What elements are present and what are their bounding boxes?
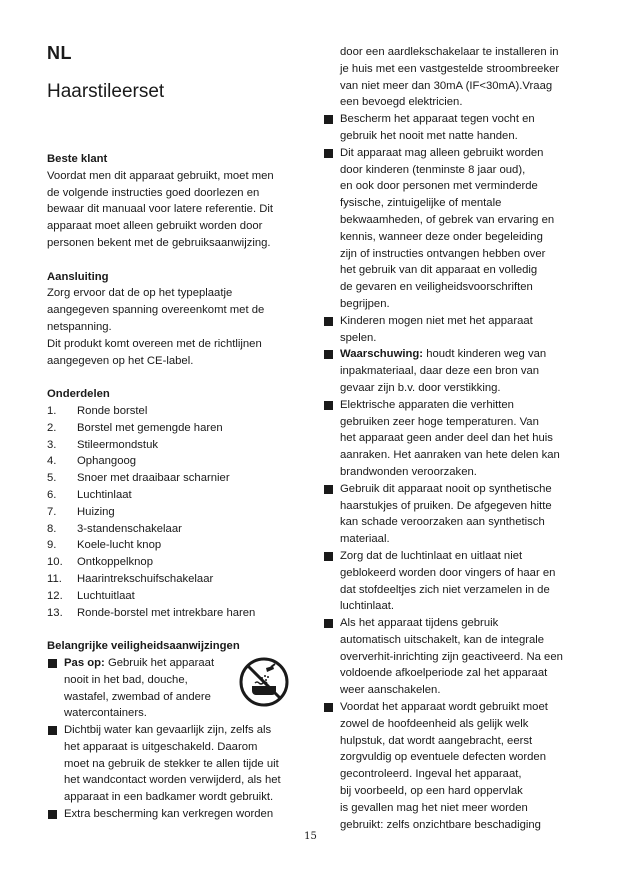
safety-bullet-item <box>323 111 578 145</box>
text-line: netspanning. <box>47 320 112 333</box>
text-line: inpakmateriaal, daar deze een bron van <box>340 365 540 378</box>
text-line: je huis met een vastgestelde stroombreeker <box>340 62 560 75</box>
text-line: geblokeerd worden door vingers of haar en <box>340 566 556 579</box>
parts-list-item <box>47 504 299 521</box>
text-line: door kinderen (tenminste 8 jaar oud), <box>340 163 526 176</box>
bullet-square-icon <box>324 350 333 359</box>
safety-bullet-item <box>323 346 578 396</box>
text-line: Waarschuwing: houdt kinderen weg van <box>340 348 547 361</box>
parts-item-number: 13. <box>47 606 63 619</box>
parts-list-item <box>47 437 299 454</box>
parts-item-label: Stileermondstuk <box>77 438 158 451</box>
text-line: wastafel, zwembad of andere <box>64 690 211 703</box>
text-line: haarstukjes of pruiken. De afgegeven hitte <box>340 499 552 512</box>
text-line: gebruikt: zelfs onzichtbare beschadiging <box>340 818 541 831</box>
intro-text <box>47 168 299 252</box>
section-heading-safety: Belangrijke veiligheidsaanwijzingen <box>47 640 240 653</box>
safety-list-right <box>323 111 578 833</box>
bullet-square-icon <box>324 115 333 124</box>
parts-list <box>47 403 299 621</box>
text-line: Voordat het apparaat wordt gebruikt moet <box>340 701 548 714</box>
text-line: begrijpen. <box>340 297 390 310</box>
text-line: Bescherm het apparaat tegen vocht en <box>340 113 535 126</box>
text-line: Zorg ervoor dat de op het typeplaatje <box>47 287 233 300</box>
text-line: fysische, zintuigelijke of mentale <box>340 197 502 210</box>
parts-list-item <box>47 521 299 538</box>
text-line: de volgende instructies goed doorlezen en <box>47 186 260 199</box>
parts-item-label: Ronde borstel <box>77 404 148 417</box>
text-line: automatisch uitschakelt, kan de integrale <box>340 633 545 646</box>
parts-list-item <box>47 453 299 470</box>
parts-item-label: Ophangoog <box>77 455 137 468</box>
parts-list-item <box>47 588 299 605</box>
text-line: Dit produkt komt overeen met de richtlijnen <box>47 337 262 350</box>
parts-item-number: 1. <box>47 404 57 417</box>
safety-bullet-item <box>47 722 299 806</box>
text-line: luchtinlaat. <box>340 600 395 613</box>
text-line: Zorg dat de luchtinlaat en uitlaat niet <box>340 549 523 562</box>
safety-bullet-item <box>323 145 578 313</box>
text-line: het apparaat geen ander deel dan het huis <box>340 432 553 445</box>
parts-item-label: Ontkoppelknop <box>77 556 153 569</box>
parts-item-label: Haarintrekschuifschakelaar <box>77 572 214 585</box>
parts-list-item <box>47 487 299 504</box>
text-line: moet na gebruik de stekker te allen tijde uit <box>64 757 279 770</box>
section-heading-intro: Beste klant <box>47 153 108 165</box>
parts-item-number: 7. <box>47 505 57 518</box>
safety-bullet-item <box>323 397 578 481</box>
parts-item-number: 9. <box>47 539 57 552</box>
text-line: nooit in het bad, douche, <box>64 673 188 686</box>
parts-item-number: 4. <box>47 455 57 468</box>
parts-list-item <box>47 420 299 437</box>
right-column <box>323 44 578 833</box>
text-line: brandwonden veroorzaken. <box>340 465 477 478</box>
parts-list-item <box>47 554 299 571</box>
text-line: gebruik het nooit met natte handen. <box>340 129 518 142</box>
parts-list-item <box>47 470 299 487</box>
text-line: voldoende afkoelperiode zal het apparaat <box>340 667 548 680</box>
text-line: gebruiken zeer hoge temperaturen. Van <box>340 415 539 428</box>
bullet-square-icon <box>324 552 333 561</box>
parts-item-label: Snoer met draaibaar scharnier <box>77 472 230 485</box>
text-line: apparaat in een badkamer wordt gebruikt. <box>64 791 274 804</box>
parts-list-item <box>47 605 299 622</box>
text-line: het apparaat is uitgeschakeld. Daarom <box>64 740 258 753</box>
bullet-square-icon <box>48 810 57 819</box>
text-line: aangegeven op het CE-label. <box>47 354 194 367</box>
parts-item-label: 3-standenschakelaar <box>77 522 182 535</box>
bold-label: Pas op: <box>64 656 105 669</box>
text-line: bij voorbeeld, op een hard oppervlak <box>340 785 523 798</box>
text-line: het wandcontact worden verwijderd, als het <box>64 774 281 787</box>
safety-bullet-item <box>323 548 578 615</box>
text-line: is gevallen mag het niet meer worden <box>340 801 528 814</box>
text-line: personen bekent met de gebruiksaanwijzing. <box>47 236 271 249</box>
text-line: van niet meer dan 30mA (IF<30mA).Vraag <box>340 79 553 92</box>
text-line: aanraken. Het aanraken van hete delen kan <box>340 449 560 462</box>
text-line: Als het apparaat tijdens gebruik <box>340 617 499 630</box>
text-line: materiaal. <box>340 533 390 546</box>
text-line: aangegeven spanning overeenkomt met de <box>47 304 265 317</box>
text-line: een bevoegd elektricien. <box>340 96 463 109</box>
bullet-square-icon <box>324 149 333 158</box>
parts-list-item <box>47 571 299 588</box>
text-line: gecontroleerd. Ingeval het apparaat, <box>340 768 522 781</box>
safety-bullet-item <box>47 806 299 823</box>
text-line: Dit apparaat mag alleen gebruikt worden <box>340 146 544 159</box>
parts-item-number: 8. <box>47 522 57 535</box>
safety-bullet-item <box>323 699 578 833</box>
text-line: watercontainers. <box>64 707 147 720</box>
text-line: bekwaamheden, of gebrek van ervaring en <box>340 213 555 226</box>
safety-continuation <box>323 44 578 111</box>
text-line: zijn of instructies ontvangen hebben over <box>340 247 546 260</box>
parts-item-number: 12. <box>47 589 63 602</box>
parts-item-label: Luchtinlaat <box>77 488 132 501</box>
text-line: oververhit-inrichting zijn geactiveerd. Na een <box>340 650 563 663</box>
text-line: door een aardlekschakelaar te installeren in <box>340 46 559 58</box>
parts-list-item <box>47 537 299 554</box>
parts-item-number: 11. <box>47 572 62 585</box>
text-line: zowel de hoofdeenheid als gelijk welk <box>340 717 529 730</box>
text-line: hulpstuk, dat wordt aangebracht, eerst <box>340 734 533 747</box>
parts-item-label: Borstel met gemengde haren <box>77 421 223 434</box>
text-line: Elektrische apparaten die verhitten <box>340 398 514 411</box>
text-line: en ook door personen met verminderde <box>340 180 538 193</box>
text-line: bewaar dit manuaal voor latere referentie. Dit <box>47 203 274 216</box>
parts-item-label: Koele-lucht knop <box>77 539 162 552</box>
text-line: Kinderen mogen niet met het apparaat <box>340 314 533 327</box>
bullet-square-icon <box>324 703 333 712</box>
safety-bullet-item <box>323 313 578 347</box>
parts-item-number: 2. <box>47 421 57 434</box>
text-line: spelen. <box>340 331 377 344</box>
bullet-square-icon <box>324 401 333 410</box>
text-line: gevaar zijn b.v. door verstikking. <box>340 381 501 394</box>
safety-bullet-item <box>323 481 578 548</box>
parts-item-number: 10. <box>47 556 63 569</box>
parts-item-label: Huizing <box>77 505 115 518</box>
bold-label: Waarschuwing: <box>340 348 424 361</box>
parts-item-number: 5. <box>47 472 57 485</box>
parts-item-number: 3. <box>47 438 57 451</box>
no-shower-bath-icon <box>238 656 290 708</box>
bullet-square-icon <box>324 485 333 494</box>
connection-text <box>47 285 299 369</box>
bullet-square-icon <box>48 726 57 735</box>
page-title: Haarstileerset <box>47 81 165 102</box>
text-line: Voordat men dit apparaat gebruikt, moet men <box>47 169 274 182</box>
section-heading-parts: Onderdelen <box>47 388 110 401</box>
text-line: apparaat moet alleen gebruikt worden door <box>47 220 263 233</box>
text-line: het gebruik van dit apparaat en volledig <box>340 264 538 277</box>
text-line: kennis, wanneer deze onder begeleiding <box>340 230 543 243</box>
language-code: NL <box>47 43 72 63</box>
text-line: zorgvuldig op eventuele defecten worden <box>340 751 546 764</box>
text-line: Extra bescherming kan verkregen worden <box>64 808 274 821</box>
section-heading-connection: Aansluiting <box>47 270 109 283</box>
text-line: Pas op: Gebruik het apparaat <box>64 656 215 669</box>
text-line: kan schade veroorzaken aan synthetisch <box>340 516 545 529</box>
bullet-square-icon <box>324 317 333 326</box>
text-line: Gebruik dit apparaat nooit op synthetische <box>340 482 552 495</box>
parts-item-label: Luchtuitlaat <box>77 589 135 602</box>
bullet-square-icon <box>48 659 57 668</box>
left-column <box>47 151 299 823</box>
bullet-square-icon <box>324 619 333 628</box>
text-line: Dichtbij water kan gevaarlijk zijn, zelfs als <box>64 724 272 737</box>
page-number: 15 <box>304 831 317 842</box>
parts-item-label: Ronde-borstel met intrekbare haren <box>77 606 256 619</box>
text-line: weer aanschakelen. <box>340 684 441 697</box>
text-line: de gevaren en veiligheidsvoorschriften <box>340 281 533 294</box>
text-line: dat stofdeeltjes zich niet verzamelen in de <box>340 583 550 596</box>
safety-bullet-item <box>323 615 578 699</box>
parts-item-number: 6. <box>47 488 57 501</box>
parts-list-item <box>47 403 299 420</box>
